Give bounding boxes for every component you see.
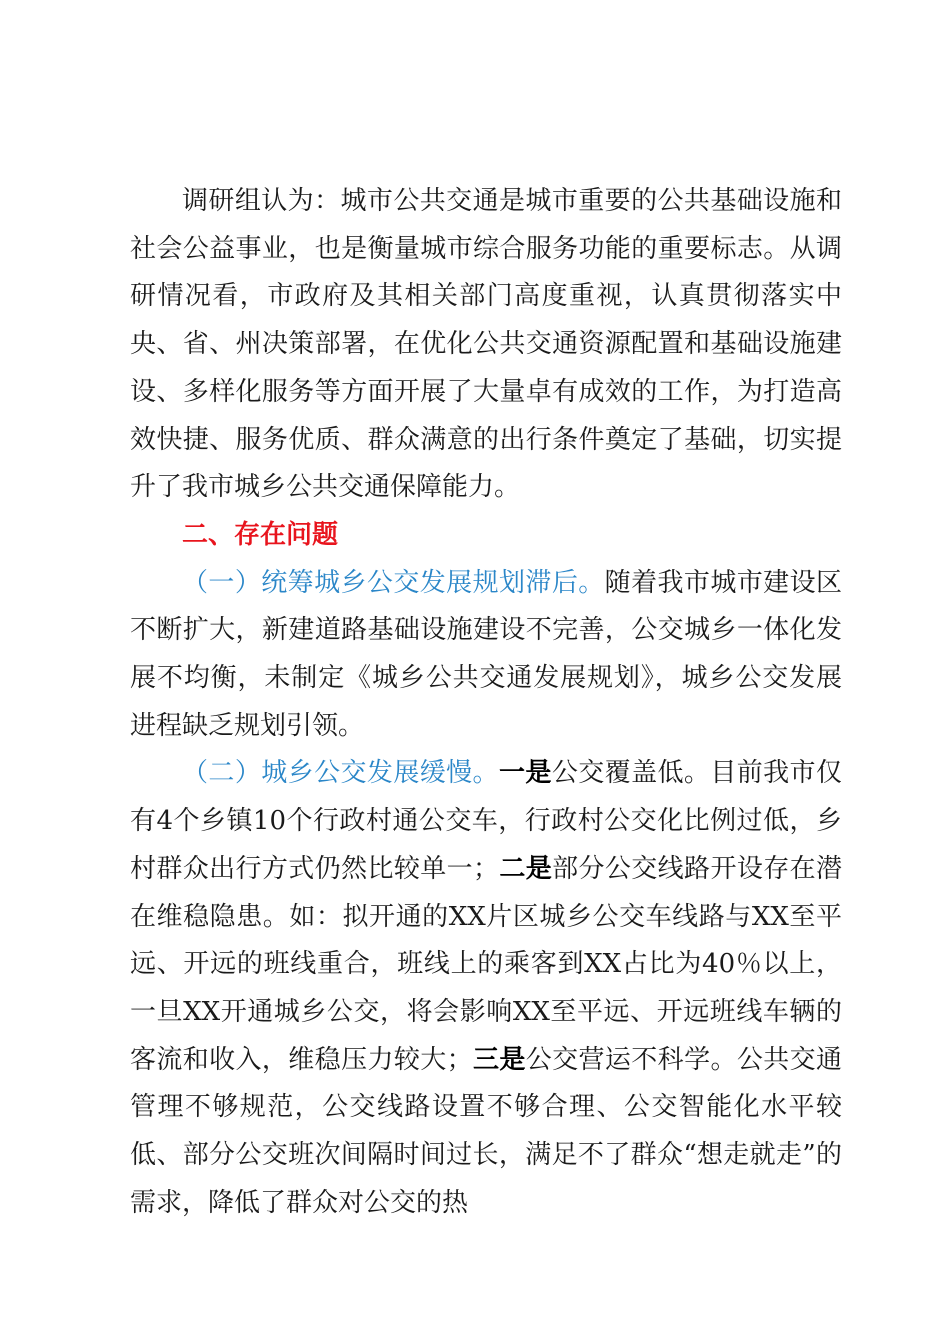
paragraph-text: 随着我市城市建设区不断扩大，新建道路基础设施建设不完善，公交城乡一体化发展不均衡，未制定《城乡公共交通发展规划》，城乡公交发展进程缺乏规划引领。: [130, 567, 842, 741]
point-label-second: 二是: [498, 853, 553, 884]
point-label-third: 三是: [472, 1044, 526, 1075]
heading-text: 二、存在问题: [182, 519, 339, 550]
document-body: [130, 178, 842, 1227]
paragraph-planning-lag: [130, 560, 842, 751]
point-label-first: 一是: [498, 758, 552, 789]
paragraph-text: 调研组认为：城市公共交通是城市重要的公共基础设施和社会公益事业，也是衡量城市综合服务功能的重要标志。从调研情况看，市政府及其相关部门高度重视，认真贯彻落实中央、省、州决策部署，在优化公共交通资源配置和基础设施建设、多样化服务等方面开展了大量卓有成效的工作，为打造高效快捷、服务优质、群众满意的出行条件奠定了基础，切实提升了我市城乡公共交通保障能力。: [130, 186, 842, 503]
point-text-first: 公交覆盖低。目前我市仅有4个乡镇10个行政村通公交车，行政村公交化比例过低，乡村群众出行方式仍然比较单一；: [130, 758, 842, 884]
section-heading-existing-problems: [130, 512, 842, 560]
paragraph-slow-development: [130, 750, 842, 1227]
subsection-title-planning-lag: （一）统筹城乡公交发展规划滞后。: [182, 567, 605, 598]
point-text-second: 部分公交线路开设存在潜在维稳隐患。如：拟开通的XX片区城乡公交车线路与XX至平远、开远的班线重合，班线上的乘客到XX占比为40％以上，一旦XX开通城乡公交，将会影响XX至平远、开远班线车辆的客流和收入，维稳压力较大；: [130, 853, 842, 1075]
paragraph-research-conclusion: [130, 178, 842, 512]
subsection-title-slow-development: （二）城乡公交发展缓慢。: [182, 758, 499, 789]
point-text-third: 公交营运不科学。公共交通管理不够规范，公交线路设置不够合理、公交智能化水平较低、部分公交班次间隔时间过长，满足不了群众“想走就走”的需求，降低了群众对公交的热: [130, 1044, 842, 1218]
